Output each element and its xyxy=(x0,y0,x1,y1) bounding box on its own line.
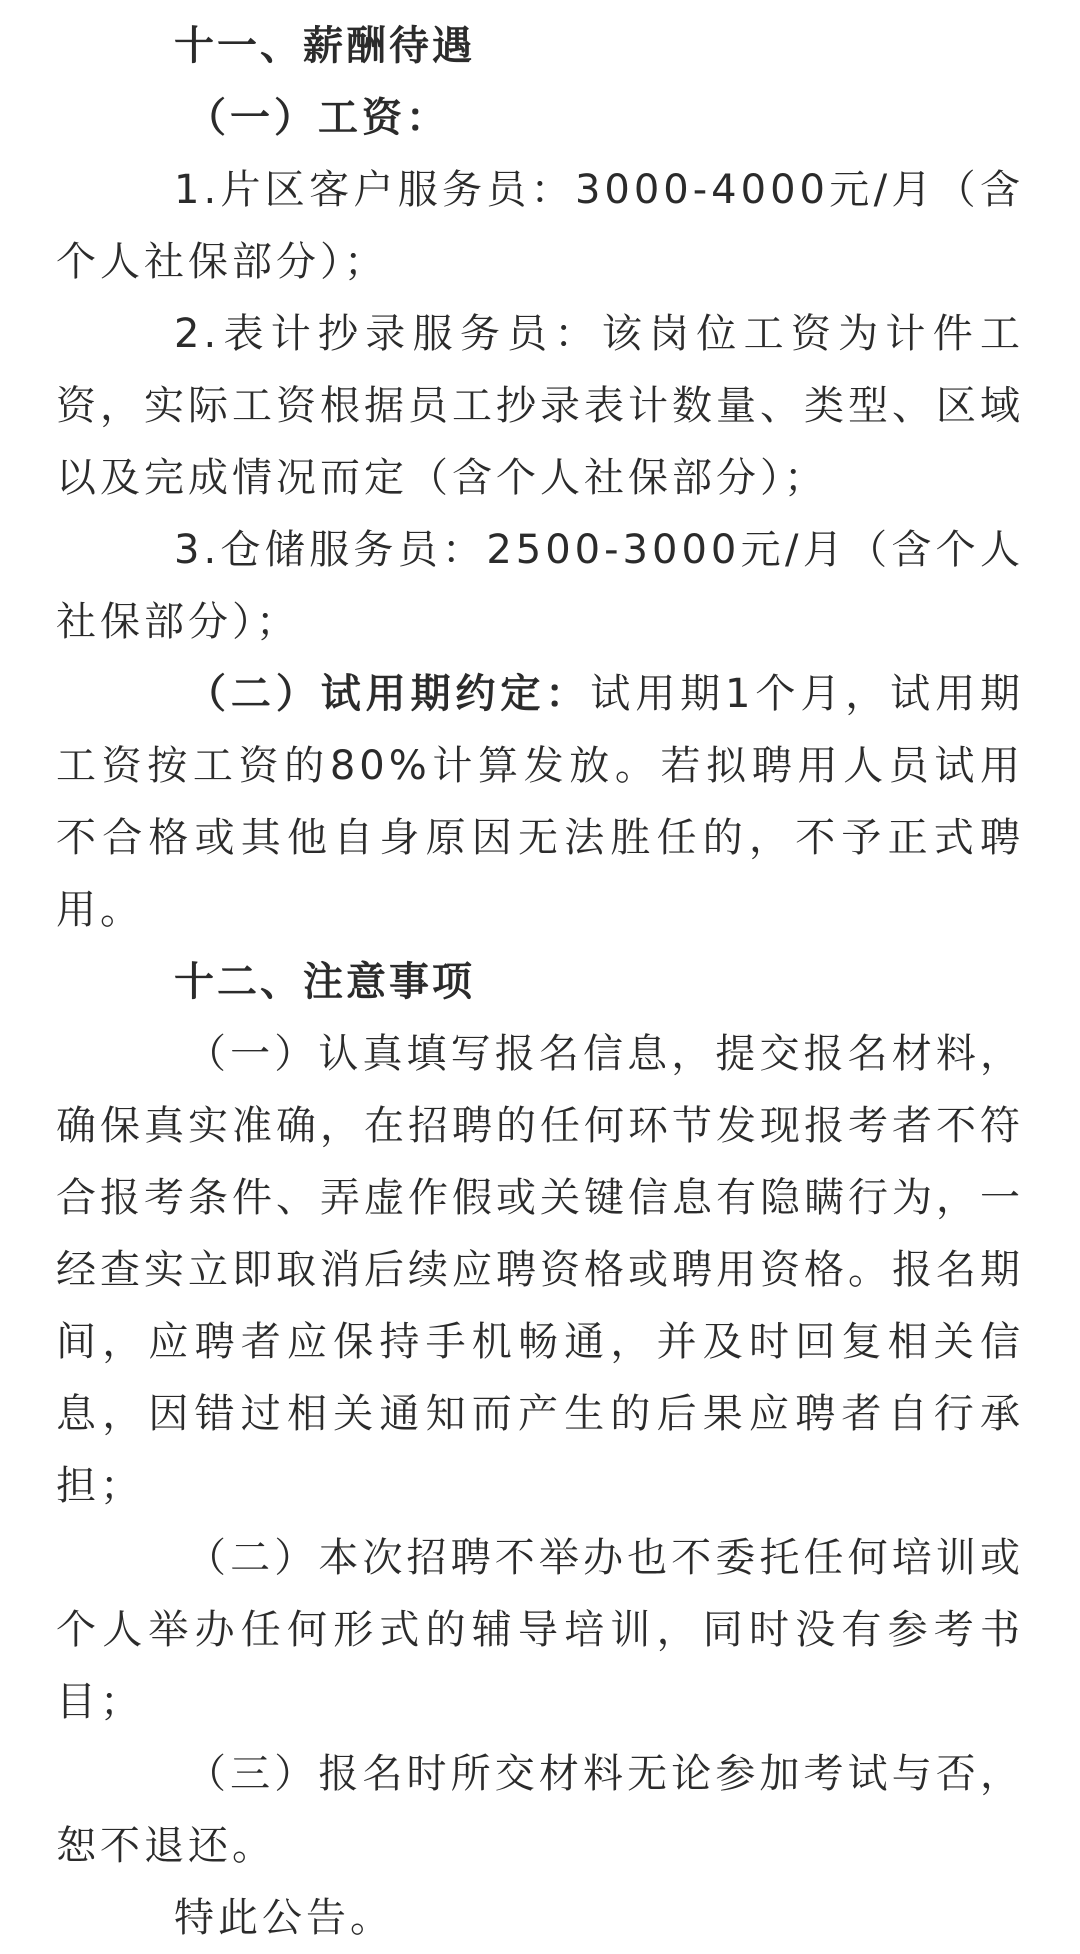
notice-item-3: （三）报名时所交材料无论参加考试与否，恕不退还。 xyxy=(56,1751,1024,1869)
notice-item-2: （二）本次招聘不举办也不委托任何培训或个人举办任何形式的辅导培训，同时没有参考书目； xyxy=(56,1535,1024,1725)
closing-statement: 特此公告。 xyxy=(174,1895,394,1941)
section-12-title: 十二、注意事项 xyxy=(174,959,475,1005)
probation-label: （二）试用期约定： xyxy=(186,671,591,717)
announcement-document xyxy=(56,10,1024,1954)
probation-paragraph xyxy=(56,658,1024,946)
wage-item-3: 3.仓储服务员：2500-3000元/月（含个人社保部分）； xyxy=(56,527,1024,645)
notice-item-1: （一）认真填写报名信息，提交报名材料，确保真实准确，在招聘的任何环节发现报考者不符合报考条件、弄虚作假或关键信息有隐瞒行为，一经查实立即取消后续应聘资格或聘用资格。报名期间，应聘者应保持手机畅通，并及时回复相关信息，因错过相关通知而产生的后果应聘者自行承担； xyxy=(56,1031,1024,1509)
wage-item-1: 1.片区客户服务员：3000-4000元/月（含个人社保部分）； xyxy=(56,167,1024,285)
wage-heading: （一）工资： xyxy=(186,95,450,141)
wage-item-2: 2.表计抄录服务员：该岗位工资为计件工资，实际工资根据员工抄录表计数量、类型、区域以及完成情况而定（含个人社保部分）； xyxy=(56,311,1024,501)
section-11-title: 十一、薪酬待遇 xyxy=(174,23,475,69)
probation-text: 试用期1个月，试用期工资按工资的80%计算发放。若拟聘用人员试用不合格或其他自身原因无法胜任的，不予正式聘用。 xyxy=(56,671,1025,933)
